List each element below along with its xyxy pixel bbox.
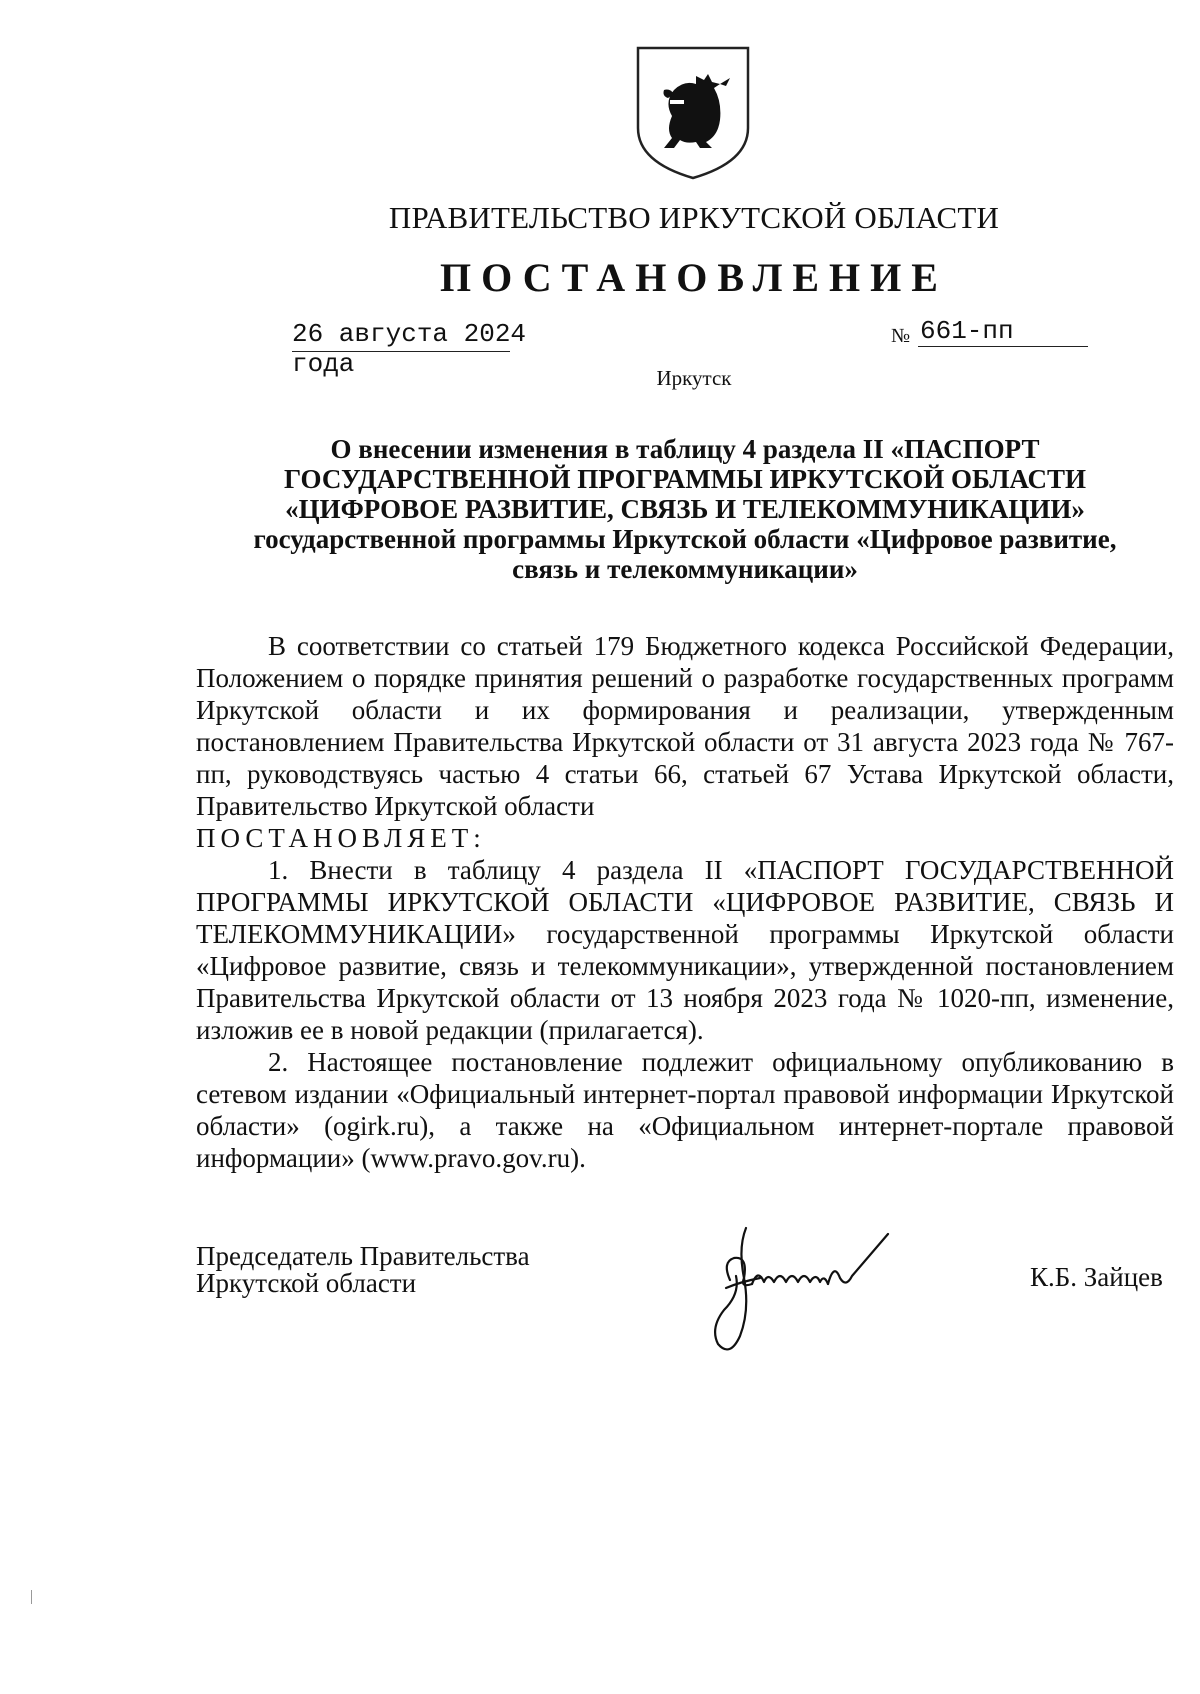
- document-body: [196, 630, 1174, 1174]
- number-sign: №: [891, 325, 911, 347]
- number-underline: [918, 346, 1088, 347]
- date-underline: [292, 351, 510, 352]
- heading-line: связь и телекоммуникации»: [512, 554, 858, 584]
- heading-line: ГОСУДАРСТВЕННОЙ ПРОГРАММЫ ИРКУТСКОЙ ОБЛАСТИ: [284, 464, 1086, 494]
- heading-line: государственной программы Иркутской области «Цифровое развитие,: [253, 524, 1117, 554]
- signer-name: К.Б. Зайцев: [1030, 1262, 1163, 1292]
- coat-of-arms-icon: [634, 44, 752, 182]
- preamble-paragraph: В соответствии со статьей 179 Бюджетного кодекса Российской Федерации, Положением о порядке принятия решений о разработке государственных программ Иркутской области и их формирования и реализации, утвержденным постановлением Правительства Иркутской области от 31 августа 2023 года № 767-пп, руководствуясь частью 4 статьи 66, статьей 67 Устава Иркутской области, Правительство Иркутской области: [196, 631, 1174, 821]
- document-number: 661-пп: [920, 316, 1014, 346]
- date-text: 26 августа 2024 года: [292, 319, 527, 379]
- document-type-title: ПОСТАНОВЛЕНИЕ: [440, 255, 948, 300]
- item-2-paragraph: 2. Настоящее постановление подлежит официальному опубликованию в сетевом издании «Официальный интернет-портал правовой информации Иркутской области» (ogirk.ru), а также на «Официальном интернет-портале правовой информации» (www.pravo.gov.ru).: [196, 1047, 1174, 1173]
- government-title: ПРАВИТЕЛЬСТВО ИРКУТСКОЙ ОБЛАСТИ: [388, 200, 1000, 235]
- position-line-2: Иркутской области: [196, 1268, 417, 1298]
- heading-line: О внесении изменения в таблицу 4 раздела II «ПАСПОРТ: [330, 434, 1040, 464]
- city-name: Иркутск: [656, 366, 732, 390]
- document-heading: [196, 434, 1174, 584]
- resolves-word: ПОСТАНОВЛЯЕТ:: [196, 823, 486, 853]
- heading-line: «ЦИФРОВОЕ РАЗВИТИЕ, СВЯЗЬ И ТЕЛЕКОММУНИКАЦИИ»: [285, 494, 1085, 524]
- item-1-paragraph: 1. Внести в таблицу 4 раздела II «ПАСПОРТ ГОСУДАРСТВЕННОЙ ПРОГРАММЫ ИРКУТСКОЙ ОБЛАСТИ «ЦИФРОВОЕ РАЗВИТИЕ, СВЯЗЬ И ТЕЛЕКОММУНИКАЦИИ» государственной программы Иркутской области «Цифровое развитие, связь и телекоммуникации», утвержденной постановлением Правительства Иркутской области от 13 ноября 2023 года № 1020-пп, изменение, изложив ее в новой редакции (прилагается).: [196, 855, 1174, 1045]
- position-line-1: Председатель Правительства: [196, 1241, 530, 1271]
- scan-edge-mark: [31, 1590, 32, 1604]
- signatory-position: [196, 1243, 530, 1297]
- signature-icon: [700, 1218, 910, 1368]
